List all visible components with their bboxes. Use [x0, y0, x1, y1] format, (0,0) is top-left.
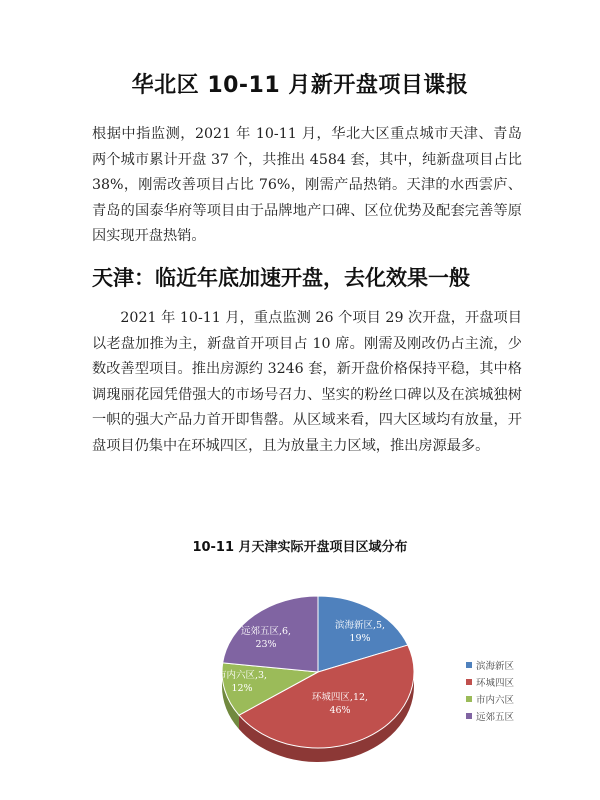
legend-item-1: [466, 673, 514, 690]
chart-title: 10-11 月天津实际开盘项目区域分布: [192, 540, 408, 555]
pie-data-label-2: 市内六区,3, 12%: [216, 670, 268, 694]
legend-swatch: [466, 662, 472, 668]
document-title: 华北区 10-11 月新开盘项目谍报: [131, 73, 469, 98]
legend-item-3: [466, 707, 514, 724]
pie-data-label-3: 远郊五区,6, 23%: [240, 626, 292, 650]
legend-item-2: [466, 690, 514, 707]
legend-item-0: [466, 656, 514, 673]
legend-swatch: [466, 696, 472, 702]
legend-label: 滨海新区: [476, 660, 515, 672]
section-paragraph: 2021 年 10-11 月，重点监测 26 个项目 29 次开盘，开盘项目以老盘加推为主，新盘首开项目占 10 席。刚需及刚改仍占主流，少数改善型项目。推出房源约 3246 套，新开盘价格保持平稳，其中格调瑰丽花园凭借强大的市场号召力、坚实的粉丝口碑以及在滨城独树一帜的强大产品力首开即售罄。从区域来看，四大区域均有放量，开盘项目仍集中在环城四区，且为放量主力区域，推出房源最多。: [92, 310, 522, 454]
legend-swatch: [466, 679, 472, 685]
chart-legend: [466, 656, 514, 724]
legend-label: 远郊五区: [476, 711, 515, 723]
legend-label: 环城四区: [476, 677, 515, 689]
pie-chart: [200, 580, 440, 790]
section-heading: 天津：临近年底加速开盘，去化效果一般: [92, 266, 470, 290]
intro-paragraph: 根据中指监测，2021 年 10-11 月，华北大区重点城市天津、青岛两个城市累计开盘 37 个，共推出 4584 套，其中，纯新盘项目占比 38%，刚需改善项目占比 76%，刚需产品热销。天津的水西雲庐、青岛的国泰华府等项目由于品牌地产口碑、区位优势及配套完善等原因实现开盘热销。: [92, 126, 522, 244]
pie-data-label-0: 滨海新区,5, 19%: [334, 620, 386, 644]
pie-data-label-1: 环城四区,12, 46%: [311, 692, 369, 716]
legend-swatch: [466, 713, 472, 719]
legend-label: 市内六区: [476, 694, 515, 706]
